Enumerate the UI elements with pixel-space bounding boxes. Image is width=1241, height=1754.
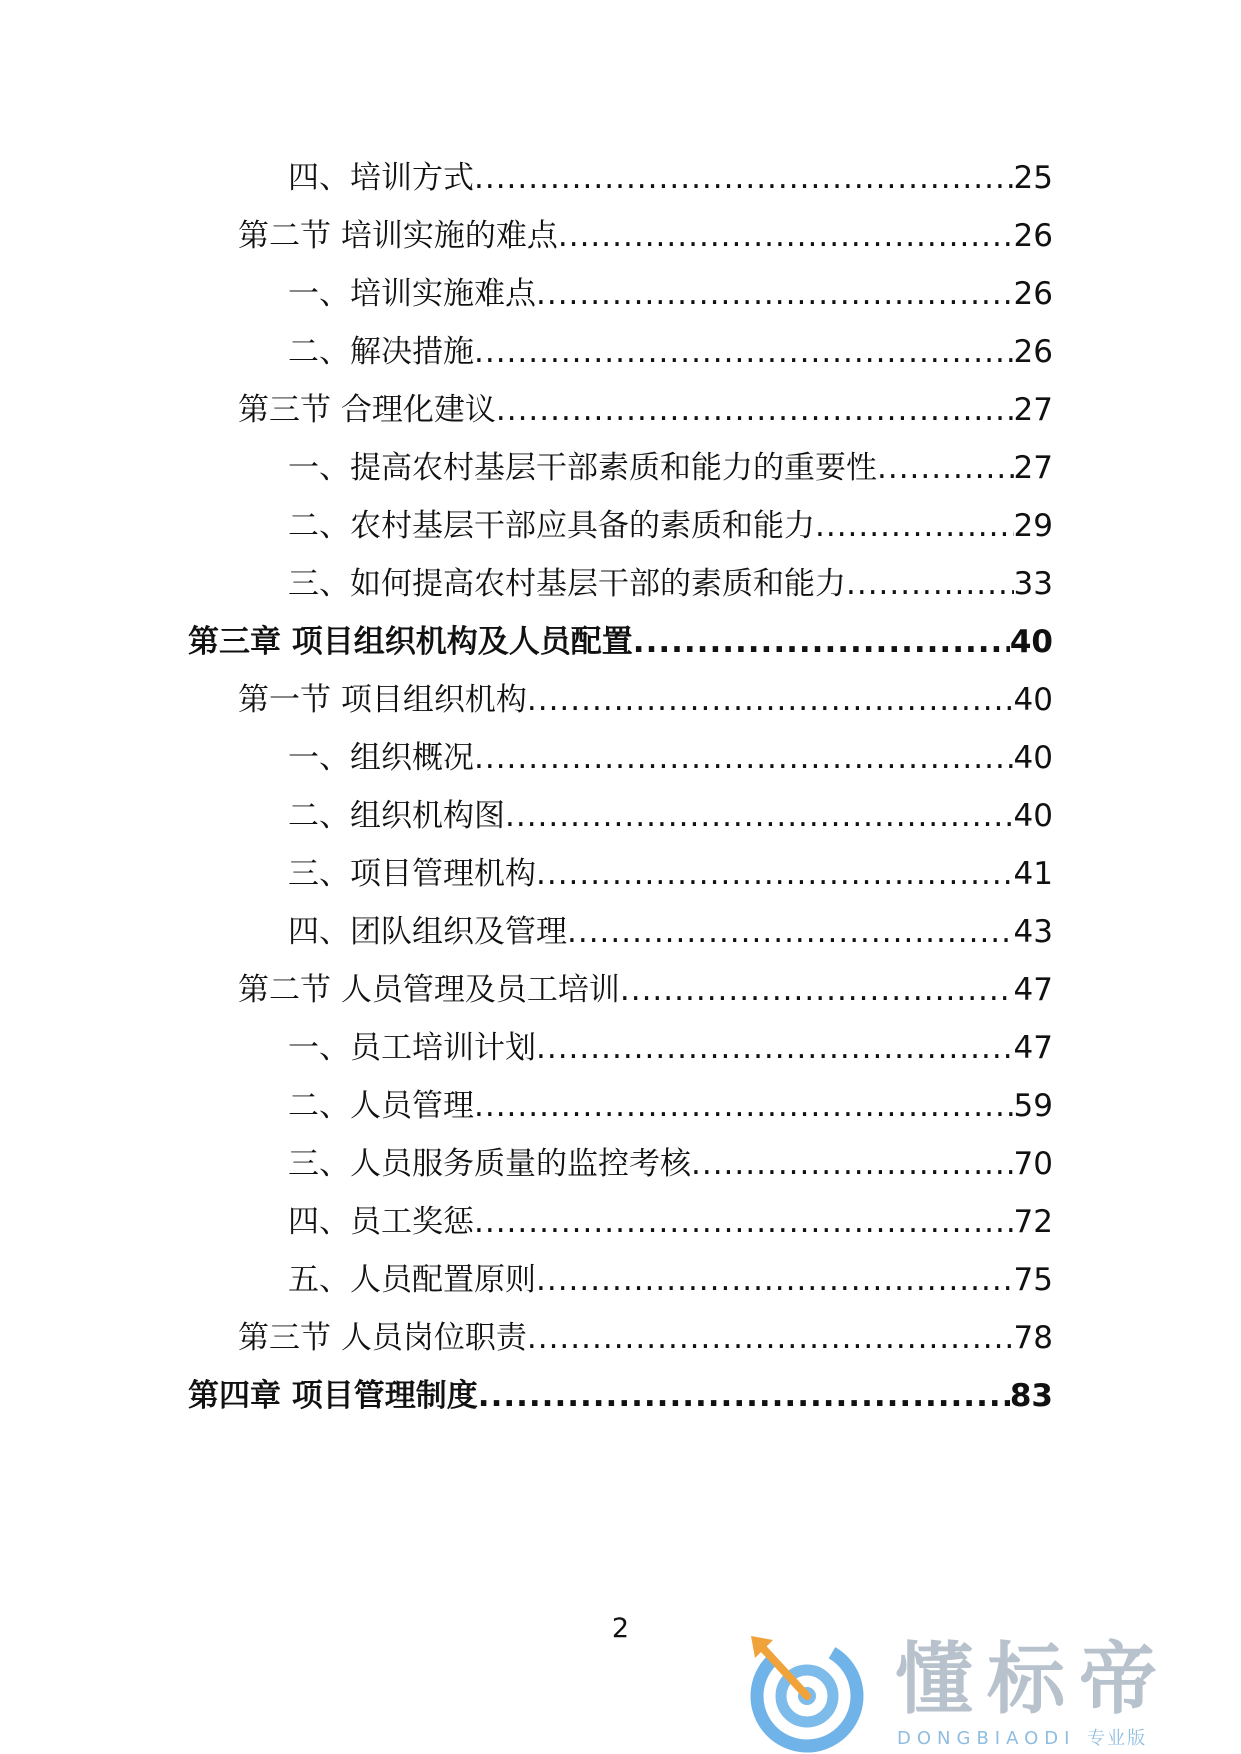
toc-entry-title: 四、团队组织及管理 [288,914,567,950]
toc-entry-title: 第一节 项目组织机构 [238,682,527,718]
toc-entry-title: 三、项目管理机构 [288,856,536,892]
toc-entry[interactable] [288,274,1053,314]
toc-dot-leader [536,1028,1014,1068]
toc-dot-leader [815,506,1014,546]
toc-entry[interactable] [288,506,1053,546]
toc-entry-title: 四、员工奖惩 [288,1204,474,1240]
watermark-brand-name: 懂标帝 [895,1635,1172,1725]
toc-dot-leader [474,1202,1014,1242]
toc-dot-leader [620,970,1014,1010]
toc-entry-title: 一、员工培训计划 [288,1030,536,1066]
toc-entry-title: 二、解决措施 [288,334,474,370]
toc-dot-leader [478,1376,1010,1416]
toc-dot-leader [474,1086,1014,1126]
toc-entry-page: 29 [1013,508,1053,544]
toc-dot-leader [567,912,1014,952]
toc-chapter-entry[interactable] [188,1376,1053,1416]
toc-entry[interactable] [288,796,1053,836]
watermark-latin-name: DONGBIAODI [897,1728,1076,1749]
toc-dot-leader [691,1144,1014,1184]
toc-entry-title: 第三章 项目组织机构及人员配置 [188,624,633,660]
toc-entry-page: 26 [1013,218,1053,254]
toc-entry-page: 70 [1013,1146,1053,1182]
toc-entry[interactable] [238,390,1053,430]
toc-entry-page: 40 [1009,624,1053,660]
toc-dot-leader [877,448,1014,488]
toc-entry[interactable] [288,1028,1053,1068]
toc-entry-page: 27 [1013,392,1053,428]
toc-entry-page: 47 [1013,1030,1053,1066]
toc-entry[interactable] [288,854,1053,894]
toc-entry-page: 43 [1013,914,1053,950]
toc-entry-title: 一、培训实施难点 [288,276,536,312]
toc-entry[interactable] [288,1144,1053,1184]
toc-entry[interactable] [288,1202,1053,1242]
toc-entry[interactable] [288,1260,1053,1300]
toc-entry[interactable] [288,912,1053,952]
toc-dot-leader [527,1318,1014,1358]
toc-dot-leader [496,390,1014,430]
toc-entry[interactable] [288,738,1053,778]
toc-entry-page: 27 [1013,450,1053,486]
page-number: 2 [611,1613,630,1644]
watermark-subtitle [897,1728,1147,1750]
toc-dot-leader [846,564,1014,604]
toc-entry-title: 第三节 合理化建议 [238,392,496,428]
toc-entry-page: 72 [1013,1204,1053,1240]
toc-entry-title: 第四章 项目管理制度 [188,1378,478,1414]
toc-entry-title: 第三节 人员岗位职责 [238,1320,527,1356]
toc-dot-leader [536,1260,1014,1300]
toc-entry-page: 40 [1013,740,1053,776]
toc-entry-page: 26 [1013,276,1053,312]
toc-entry-page: 78 [1013,1320,1053,1356]
toc-entry[interactable] [238,1318,1053,1358]
toc-entry[interactable] [288,564,1053,604]
brand-watermark [745,1630,1241,1754]
toc-entry-title: 一、提高农村基层干部素质和能力的重要性 [288,450,877,486]
toc-dot-leader [474,332,1014,372]
toc-entry-title: 二、农村基层干部应具备的素质和能力 [288,508,815,544]
toc-entry-title: 二、人员管理 [288,1088,474,1124]
toc-dot-leader [558,216,1014,256]
toc-entry-page: 40 [1013,682,1053,718]
toc-dot-leader [505,796,1014,836]
toc-entry[interactable] [288,332,1053,372]
toc-entry[interactable] [238,970,1053,1010]
toc-entry-title: 第二节 培训实施的难点 [238,218,558,254]
toc-entry-title: 三、人员服务质量的监控考核 [288,1146,691,1182]
toc-entry-page: 59 [1013,1088,1053,1124]
toc-dot-leader [536,854,1014,894]
toc-entry-page: 41 [1013,856,1053,892]
toc-entry-page: 33 [1013,566,1053,602]
toc-dot-leader [474,738,1014,778]
toc-dot-leader [527,680,1014,720]
toc-entry-page: 25 [1013,160,1053,196]
toc-entry-title: 第二节 人员管理及员工培训 [238,972,620,1008]
toc-entry[interactable] [288,158,1053,198]
toc-entry[interactable] [238,216,1053,256]
toc-entry-title: 二、组织机构图 [288,798,505,834]
toc-entry-title: 一、组织概况 [288,740,474,776]
toc-entry-title: 五、人员配置原则 [288,1262,536,1298]
toc-dot-leader [633,622,1010,662]
toc-dot-leader [474,158,1014,198]
toc-entry-page: 40 [1013,798,1053,834]
watermark-edition: 专业版 [1087,1728,1148,1749]
toc-entry-page: 26 [1013,334,1053,370]
toc-dot-leader [536,274,1014,314]
toc-entry[interactable] [288,1086,1053,1126]
toc-entry-page: 83 [1009,1378,1053,1414]
toc-entry-title: 三、如何提高农村基层干部的素质和能力 [288,566,846,602]
toc-entry-title: 四、培训方式 [288,160,474,196]
toc-entry[interactable] [288,448,1053,488]
toc-entry-page: 75 [1013,1262,1053,1298]
target-arrow-icon [745,1630,875,1754]
toc-entry[interactable] [238,680,1053,720]
toc-chapter-entry[interactable] [188,622,1053,662]
toc-entry-page: 47 [1013,972,1053,1008]
